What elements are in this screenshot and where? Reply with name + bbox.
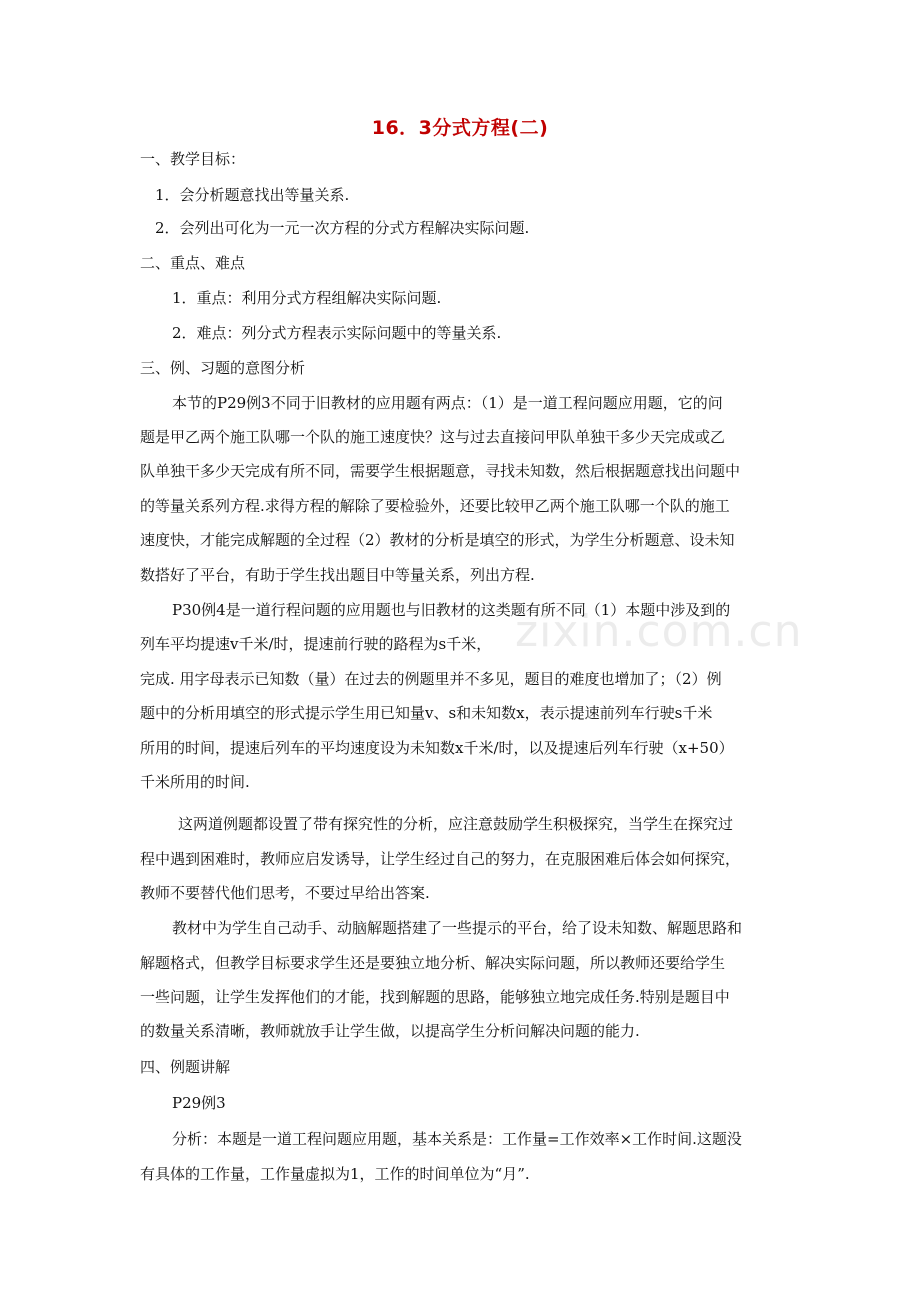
list-item: 2．会列出可化为一元一次方程的分式方程解决实际问题.	[155, 219, 530, 237]
paragraph-line: 千米所用的时间.	[140, 773, 250, 791]
paragraph-line: 数搭好了平台，有助于学生找出题目中等量关系，列出方程.	[140, 566, 535, 584]
paragraph-line: 分析：本题是一道工程问题应用题，基本关系是：工作量=工作效率×工作时间.这题没	[172, 1130, 742, 1148]
paragraph-line: 题中的分析用填空的形式提示学生用已知量v、s和未知数x，表示提速前列车行驶s千米	[140, 704, 713, 722]
paragraph-line: 队单独干多少天完成有所不同，需要学生根据题意，寻找未知数，然后根据题意找出问题中	[140, 462, 741, 480]
section-heading: 二、重点、难点	[140, 254, 246, 272]
watermark: zixin.com.cn	[515, 606, 803, 657]
paragraph-line: P30例4是一道行程问题的应用题也与旧教材的这类题有所不同（1）本题中涉及到的	[172, 601, 731, 619]
paragraph-line: 所用的时间，提速后列车的平均速度设为未知数x千米/时，以及提速后列车行驶（x+50）	[140, 739, 734, 757]
paragraph-line: 有具体的工作量，工作量虚拟为1，工作的时间单位为“月”.	[140, 1165, 530, 1183]
list-item: 2．难点：列分式方程表示实际问题中的等量关系.	[172, 324, 502, 342]
list-item: 1．会分析题意找出等量关系.	[155, 186, 350, 204]
paragraph-line: 的数量关系清晰，教师就放手让学生做，以提高学生分析问解决问题的能力.	[140, 1022, 640, 1040]
list-item: 1．重点：利用分式方程组解决实际问题.	[172, 289, 442, 307]
paragraph-line: 教师不要替代他们思考，不要过早给出答案.	[140, 884, 430, 902]
paragraph-line: 速度快，才能完成解题的全过程（2）教材的分析是填空的形式，为学生分析题意、设未知	[140, 531, 735, 549]
paragraph-line: 完成. 用字母表示已知数（量）在过去的例题里并不多见，题目的难度也增加了；（2）例	[140, 670, 722, 688]
subheading: P29例3	[172, 1094, 226, 1112]
section-heading: 一、教学目标：	[140, 150, 246, 168]
paragraph-line: 一些问题，让学生发挥他们的才能，找到解题的思路，能够独立地完成任务.特别是题目中	[140, 988, 730, 1006]
paragraph-line: 的等量关系列方程.求得方程的解除了要检验外，还要比较甲乙两个施工队哪一个队的施工	[140, 497, 730, 515]
paragraph-line: 解题格式，但教学目标要求学生还是要独立地分析、解决实际问题，所以教师还要给学生	[140, 954, 726, 972]
page-title: 16．3分式方程(二)	[371, 117, 549, 139]
paragraph-line: 教材中为学生自己动手、动脑解题搭建了一些提示的平台，给了设未知数、解题思路和	[172, 919, 743, 937]
section-heading: 四、例题讲解	[140, 1058, 231, 1076]
paragraph-line: 本节的P29例3不同于旧教材的应用题有两点：（1）是一道工程问题应用题，它的问	[172, 394, 723, 412]
paragraph-line: 列车平均提速v千米/时，提速前行驶的路程为s千米，	[140, 635, 492, 653]
paragraph-line: 程中遇到困难时，教师应启发诱导，让学生经过自己的努力，在克服困难后体会如何探究，	[140, 850, 741, 868]
section-heading: 三、例、习题的意图分析	[140, 359, 306, 377]
paragraph-line: 这两道例题都设置了带有探究性的分析，应注意鼓励学生积极探究，当学生在探究过	[178, 815, 734, 833]
paragraph-line: 题是甲乙两个施工队哪一个队的施工速度快？这与过去直接问甲队单独干多少天完成或乙	[140, 428, 726, 446]
